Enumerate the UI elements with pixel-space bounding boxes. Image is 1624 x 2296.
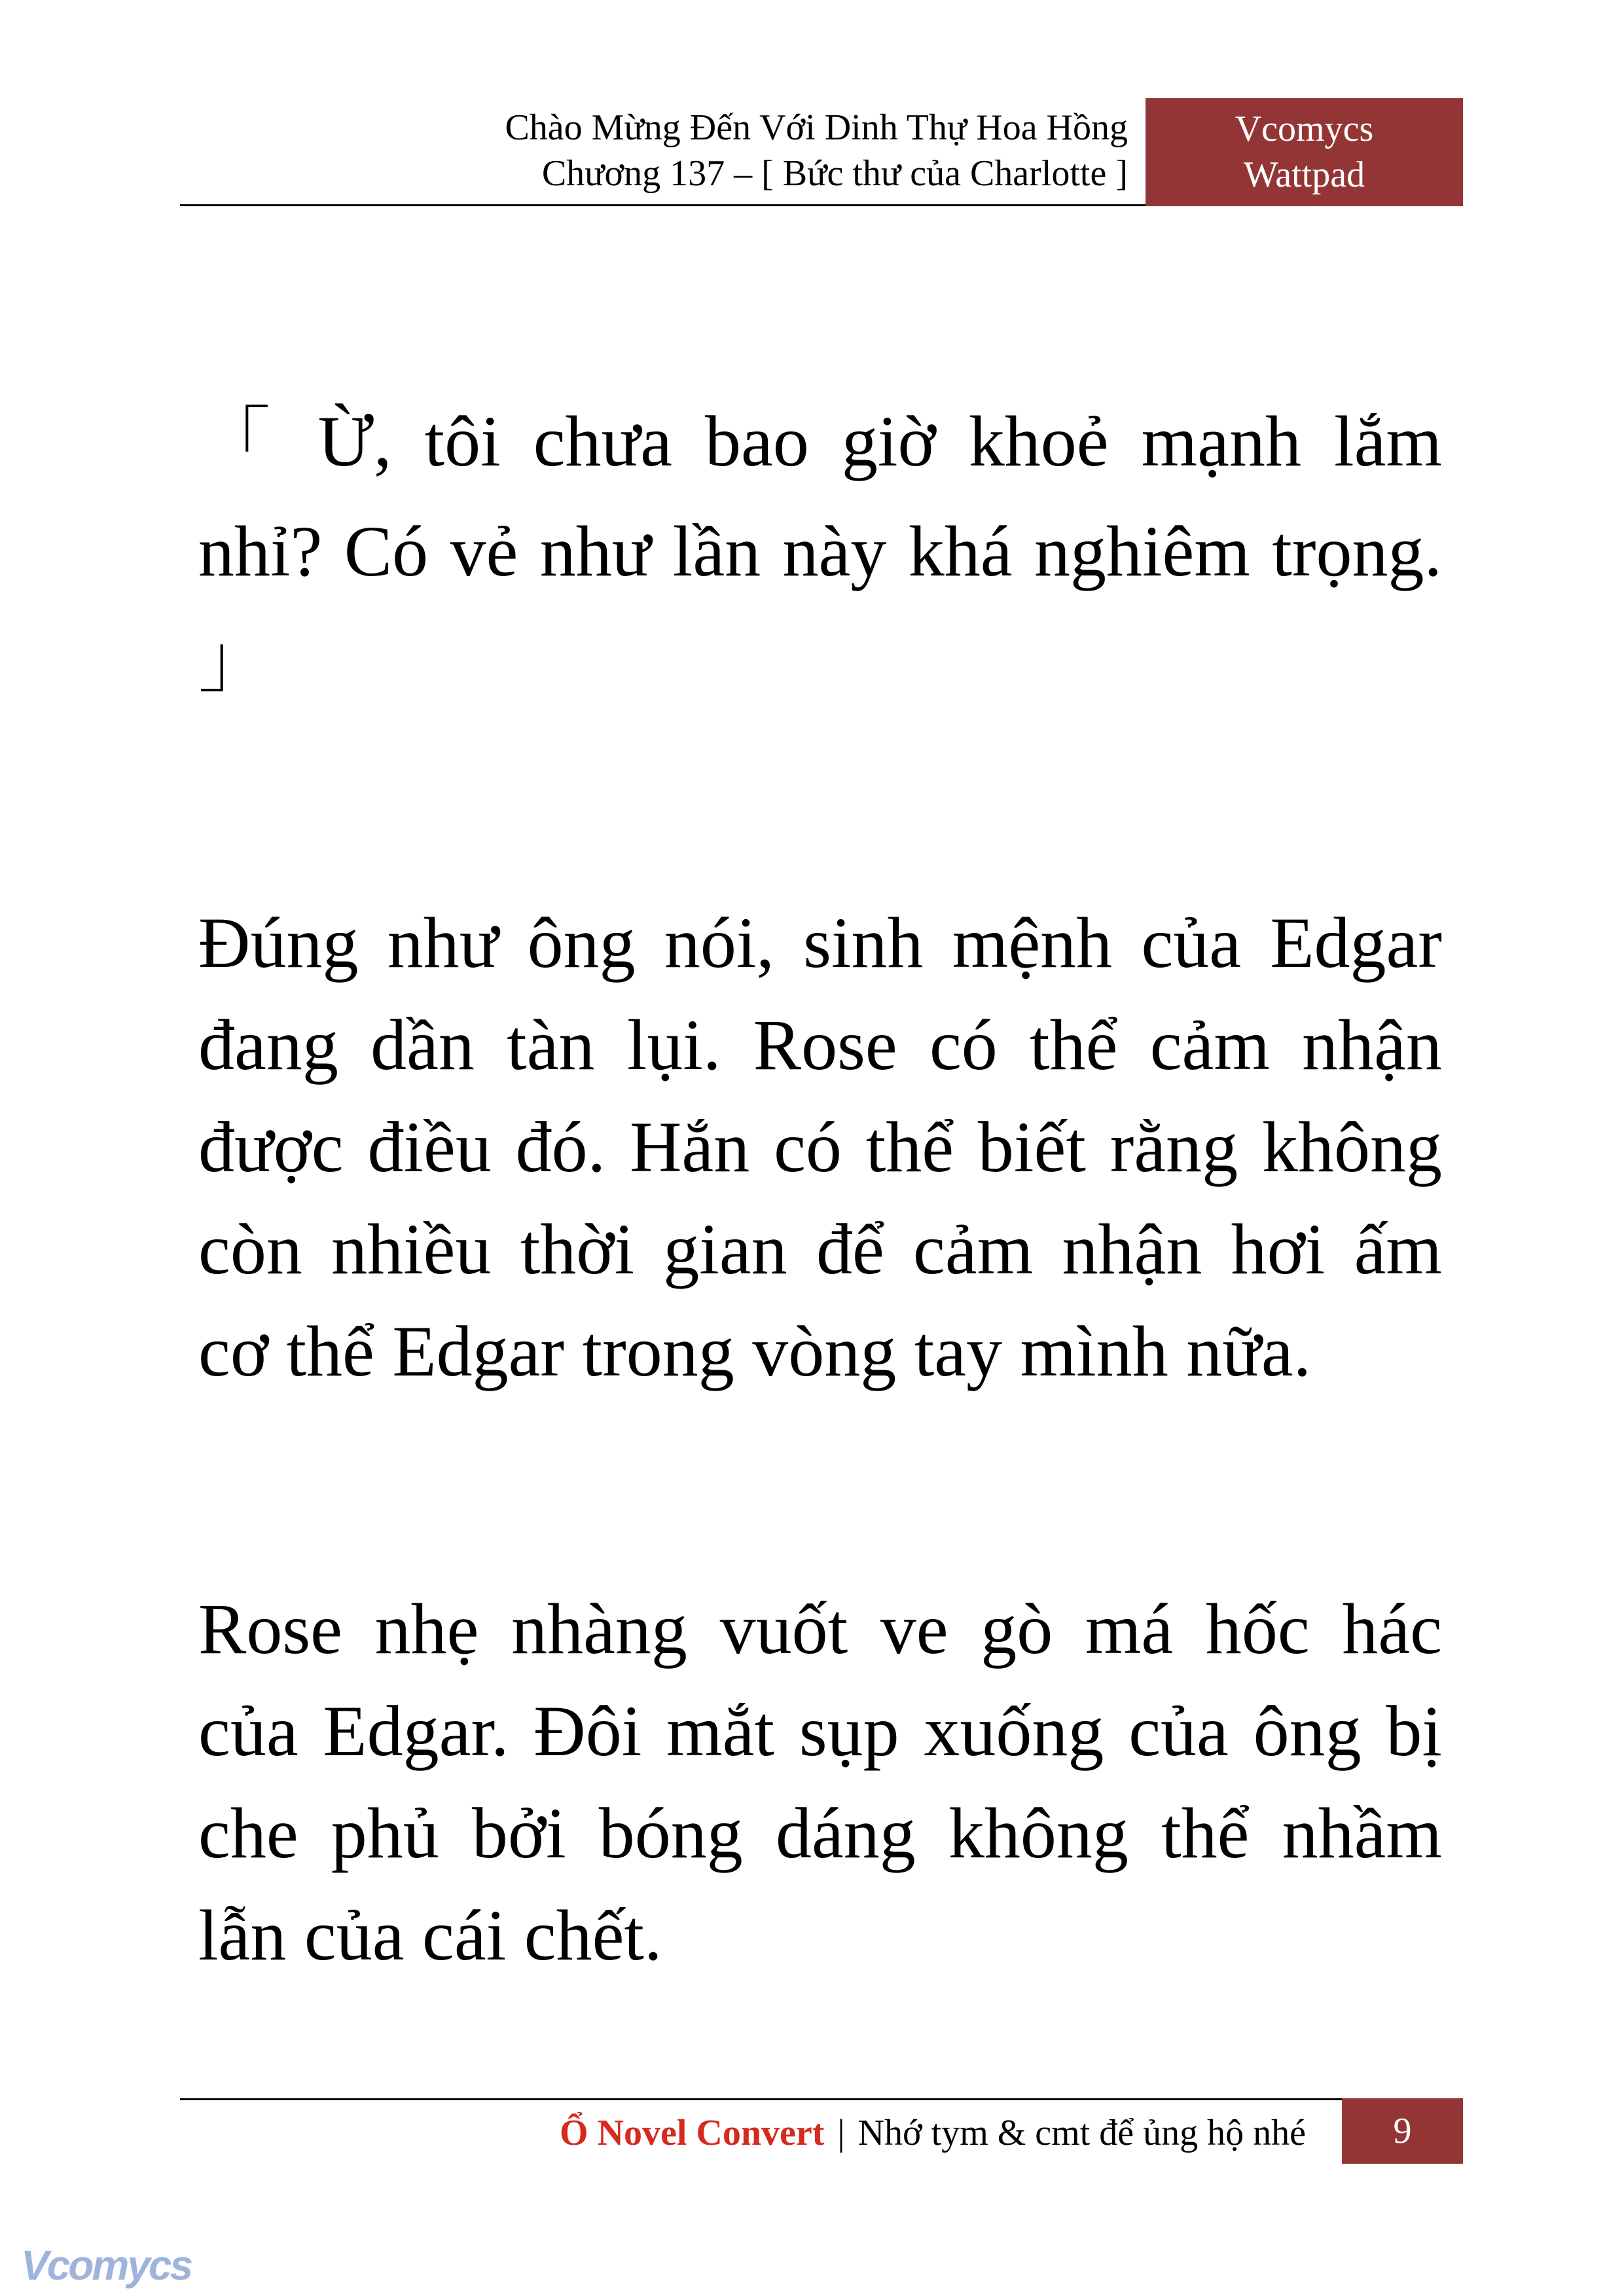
chapter-body	[198, 386, 1442, 1986]
page-number: 9	[1342, 2098, 1463, 2164]
footer-brand: Ổ Novel Convert	[560, 2113, 825, 2153]
novel-title: Chào Mừng Đến Với Dinh Thự Hoa Hồng	[505, 107, 1128, 148]
page-footer	[180, 2098, 1463, 2164]
chapter-title: Chương 137 – [ Bức thư của Charlotte ]	[541, 153, 1128, 194]
paragraph-narration-1: Đúng như ông nói, sinh mệnh của Edgar đang dần tàn lụi. Rose có thể cảm nhận được điều đó. Hắn có thể biết rằng không còn nhiều thời gian để cảm nhận hơi ấm cơ thể Edgar trong vòng tay mình nữa.	[198, 903, 1442, 1391]
footer-message: Nhớ tym & cmt để ủng hộ nhé	[857, 2113, 1306, 2153]
watermark-logo: Vcomycs	[21, 2242, 192, 2289]
footer-separator: |	[837, 2113, 845, 2153]
footer-note	[560, 2104, 1306, 2162]
paragraph-narration-2: Rose nhẹ nhàng vuốt ve gò má hốc hác của Edgar. Đôi mắt sụp xuống của ông bị che phủ bởi bóng dáng không thể nhầm lẫn của cái chết.	[198, 1589, 1442, 1975]
page-header	[180, 98, 1463, 206]
source-badge-platform: Wattpad	[1243, 155, 1365, 195]
footer-divider	[180, 2098, 1342, 2100]
source-badge-name: Vcomycs	[1235, 109, 1374, 149]
header-title-block	[505, 105, 1128, 196]
paragraph-dialogue: 「 Ừ, tôi chưa bao giờ khoẻ mạnh lắm nhỉ? Có vẻ như lần này khá nghiêm trọng. 」	[198, 401, 1442, 701]
source-badge	[1146, 98, 1463, 206]
header-divider	[180, 204, 1146, 206]
